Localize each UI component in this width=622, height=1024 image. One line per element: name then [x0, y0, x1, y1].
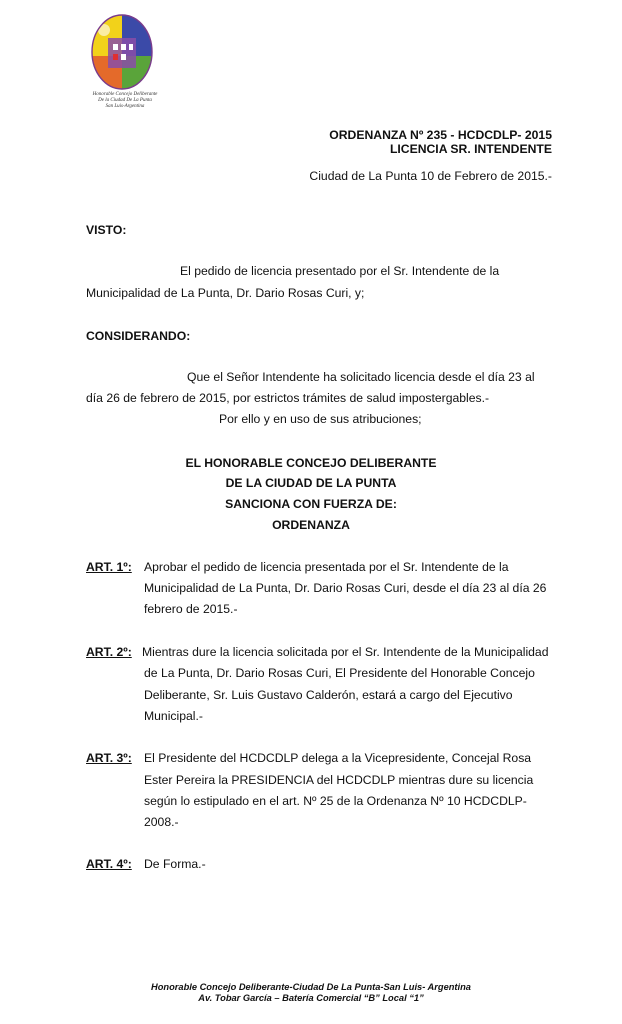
article-text: febrero de 2015.- [144, 602, 238, 616]
article-text: de La Punta, Dr. Dario Rosas Curi, El Presidente del Honorable Concejo [144, 666, 535, 680]
article-text: Municipal.- [144, 709, 203, 723]
logo-caption-line: De la Ciudad De La Punta [98, 98, 152, 103]
article-label: ART. 2º: [86, 645, 132, 659]
article-text: El Presidente del HCDCDLP delega a la Vicepresidente, Concejal Rosa [144, 751, 532, 765]
considerando-heading: CONSIDERANDO: [86, 329, 191, 343]
enactment-line: ORDENANZA [272, 518, 350, 532]
article-label: ART. 3º: [86, 751, 132, 765]
article-text: Mientras dure la licencia solicitada por el Sr. Intendente de la Municipalidad [142, 645, 549, 659]
article-text: 2008.- [144, 815, 179, 829]
considerando-closing: Por ello y en uso de sus atribuciones; [219, 412, 422, 426]
visto-heading: VISTO: [86, 223, 127, 237]
footer-line-1: Honorable Concejo Deliberante-Ciudad De La Punta-San Luis- Argentina [151, 982, 471, 992]
article-text: De Forma.- [144, 857, 206, 871]
article-text: Ester Pereira la PRESIDENCIA del HCDCDLP mientras dure su licencia [144, 773, 534, 787]
council-logo [86, 14, 158, 94]
logo-caption-line: Honorable Concejo Deliberante [92, 92, 158, 97]
article-label: ART. 4º: [86, 857, 132, 871]
logo-caption [86, 92, 164, 110]
enactment-line: EL HONORABLE CONCEJO DELIBERANTE [185, 456, 437, 470]
article-text: según lo estipulado en el art. Nº 25 de la Ordenanza Nº 10 HCDCDLP- [144, 794, 527, 808]
visto-paragraph-rest: Municipalidad de La Punta, Dr. Dario Rosas Curi, y; [86, 286, 365, 300]
ordinance-number: ORDENANZA Nº 235 - HCDCDLP- 2015 [329, 128, 552, 142]
article-text: Municipalidad de La Punta, Dr. Dario Rosas Curi, desde el día 23 al día 26 [144, 581, 547, 595]
considerando-paragraph-first: Que el Señor Intendente ha solicitado licencia desde el día 23 al [187, 370, 535, 384]
article-text: Deliberante, Sr. Luis Gustavo Calderón, estará a cargo del Ejecutivo [144, 688, 513, 702]
enactment-line: SANCIONA CON FUERZA DE: [225, 497, 397, 511]
enactment-line: DE LA CIUDAD DE LA PUNTA [225, 476, 397, 490]
logo-caption-line: San Luis-Argentina [105, 104, 145, 109]
footer-line-2: Av. Tobar García – Batería Comercial “B” Local “1” [198, 993, 424, 1003]
visto-paragraph-first: El pedido de licencia presentado por el Sr. Intendente de la [180, 264, 500, 278]
article-text: Aprobar el pedido de licencia presentada por el Sr. Intendente de la [144, 560, 509, 574]
ordinance-subject: LICENCIA SR. INTENDENTE [389, 142, 552, 156]
article-label: ART. 1º: [86, 560, 132, 574]
considerando-paragraph-rest: día 26 de febrero de 2015, por estrictos trámites de salud impostergables.- [86, 391, 490, 405]
place-date: Ciudad de La Punta 10 de Febrero de 2015.- [309, 169, 552, 183]
